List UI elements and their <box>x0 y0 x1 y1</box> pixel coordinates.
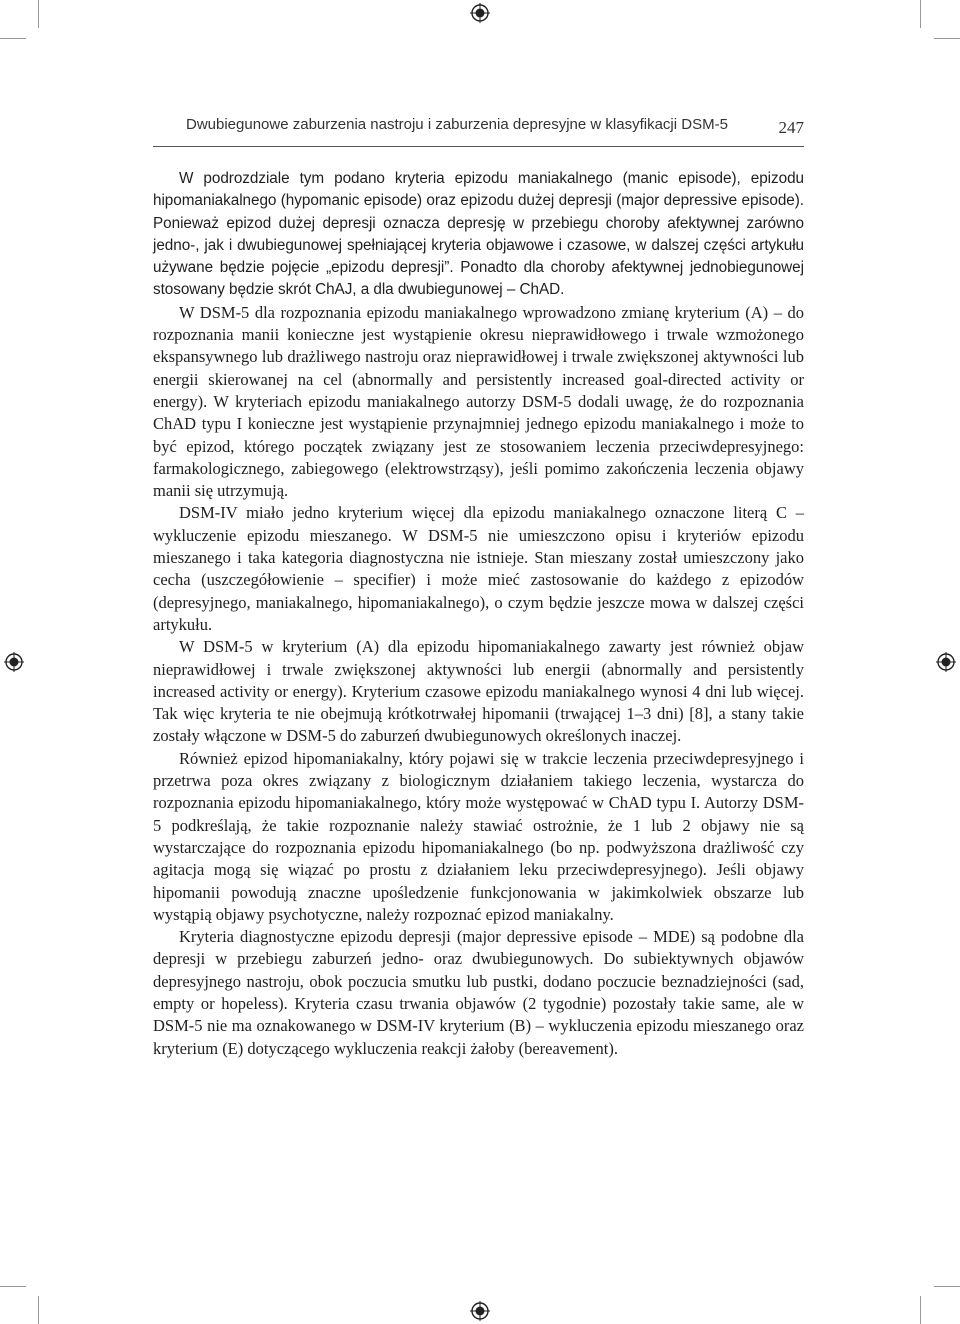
running-head: Dwubiegunowe zaburzenia nastroju i zaburzenia depresyjne w klasyfikacji DSM-5 <box>186 116 728 133</box>
crop-mark-bottom-right-horizontal <box>934 1286 960 1287</box>
crop-mark-top-left-horizontal <box>0 38 26 39</box>
paragraph-5: Również epizod hipomaniakalny, który pojawi się w trakcie leczenia przeciwdepresyjnego i przetrwa poza okres związany z biologicznym działaniem takiego leczenia, wystarcza do rozpoznania epizodu hipomaniakalnego, który może występować w ChAD typu I. Autorzy DSM-5 podkreślają, że takie rozpoznanie należy stawiać ostrożnie, że 1 lub 2 objawy nie są wystarczające do rozpoznania epizodu hipomaniakalnego (bo np. podwyższona drażliwość czy agitacja mogą się wiązać po prostu z działaniem leku przeciwdepresyjnego). Jeśli objawy hipomanii powodują znaczne upośledzenie funkcjonowania w jakimkolwiek obszarze lub wystąpią objawy psychotyczne, należy rozpoznać epizod maniakalny. <box>153 748 804 924</box>
paragraph-6: Kryteria diagnostyczne epizodu depresji (major depressive episode – MDE) są podobne dla depresji w przebiegu zaburzeń jedno- oraz dwubiegunowych. Do subiektywnych objawów depresyjnego nastroju, obok poczucia smutku lub pustki, dodano poczucie beznadziejności (sad, empty or hopeless). Kryteria czasu trwania objawów (2 tygodnie) pozostały takie same, ale w DSM-5 nie ma oznakowanego w DSM-IV kryterium (B) – wykluczenia epizodu mieszanego oraz kryterium (E) dotyczącego wykluczenia reakcji żałoby (bereavement). <box>153 927 804 1058</box>
crop-mark-top-right-horizontal <box>934 38 960 39</box>
registration-mark-right-icon <box>936 652 956 672</box>
registration-mark-left-icon <box>4 652 24 672</box>
paragraph-4: W DSM-5 w kryterium (A) dla epizodu hipomaniakalnego zawarty jest również objaw nieprawidłowej i trwale zwiększonej aktywności lub energii (abnormally and persistently increased activity or energy). Kryterium czasowe epizodu maniakalnego wynosi 4 dni lub więcej. Tak więc kryteria te nie obejmują krótkotrwałej hipomanii (trwającej 1–3 dni) [8], a stany takie zostały włączone w DSM-5 do zaburzeń dwubiegunowych określonych inaczej. <box>153 637 804 746</box>
paragraph-2: W DSM-5 dla rozpoznania epizodu maniakalnego wprowadzono zmianę kryterium (A) – do rozpoznania manii konieczne jest wystąpienie okresu nieprawidłowego i trwale wzmożonego ekspansywnego lub drażliwego nastroju oraz nieprawidłowej i trwale zwiększonej aktywności lub energii skierowanej na cel (abnormally and persistently increased goal-directed activity or energy). W kryteriach epizodu maniakalnego autorzy DSM-5 dodali uwagę, że do rozpoznania ChAD typu I konieczne jest wystąpienie przynajmniej jednego epizodu maniakalnego i może to być epizod, którego początek związany jest ze stosowaniem leczenia przeciwdepresyjnego: farmakologicznego, zabiegowego (elektrowstrząsy), jeśli pomimo zakończenia leczenia objawy manii się utrzymują. <box>153 302 804 501</box>
crop-mark-bottom-left-horizontal <box>0 1286 26 1287</box>
header-rule <box>153 146 804 147</box>
registration-mark-bottom-icon <box>470 1301 490 1321</box>
crop-mark-bottom-right-vertical <box>920 1296 921 1324</box>
page-body <box>153 168 804 1060</box>
crop-mark-top-right-vertical <box>920 0 921 28</box>
crop-mark-top-left-vertical <box>38 0 39 28</box>
registration-mark-top-icon <box>470 3 490 23</box>
paragraph-3: DSM-IV miało jedno kryterium więcej dla epizodu maniakalnego oznaczone literą C – wykluczenie epizodu mieszanego. W DSM-5 nie umieszczono opisu i kryteriów epizodu mieszanego i taka kategoria diagnostyczna nie istnieje. Stan mieszany został umieszczony jako cecha (uszczegółowienie – specifier) i może mieć zastosowanie do każdego z epizodów (depresyjnego, maniakalnego, hipomaniakalnego), o czym będzie jeszcze mowa w dalszej części artykułu. <box>153 503 804 634</box>
crop-mark-bottom-left-vertical <box>38 1296 39 1324</box>
page-number: 247 <box>778 118 804 137</box>
page-header <box>153 116 804 140</box>
paragraph-1: W podrozdziale tym podano kryteria epizodu maniakalnego (manic episode), epizodu hipomaniakalnego (hypomanic episode) oraz epizodu dużej depresji (major depressive episode). Ponieważ epizod dużej depresji oznacza depresję w przebiegu choroby afektywnej zarówno jedno-, jak i dwubiegunowej spełniającej kryteria objawowe i czasowe, w dalszej części artykułu używane będzie pojęcie „epizodu depresji”. Ponadto dla choroby afektywnej jednobiegunowej stosowany będzie skrót ChAJ, a dla dwubiegunowej – ChAD. <box>153 170 804 299</box>
